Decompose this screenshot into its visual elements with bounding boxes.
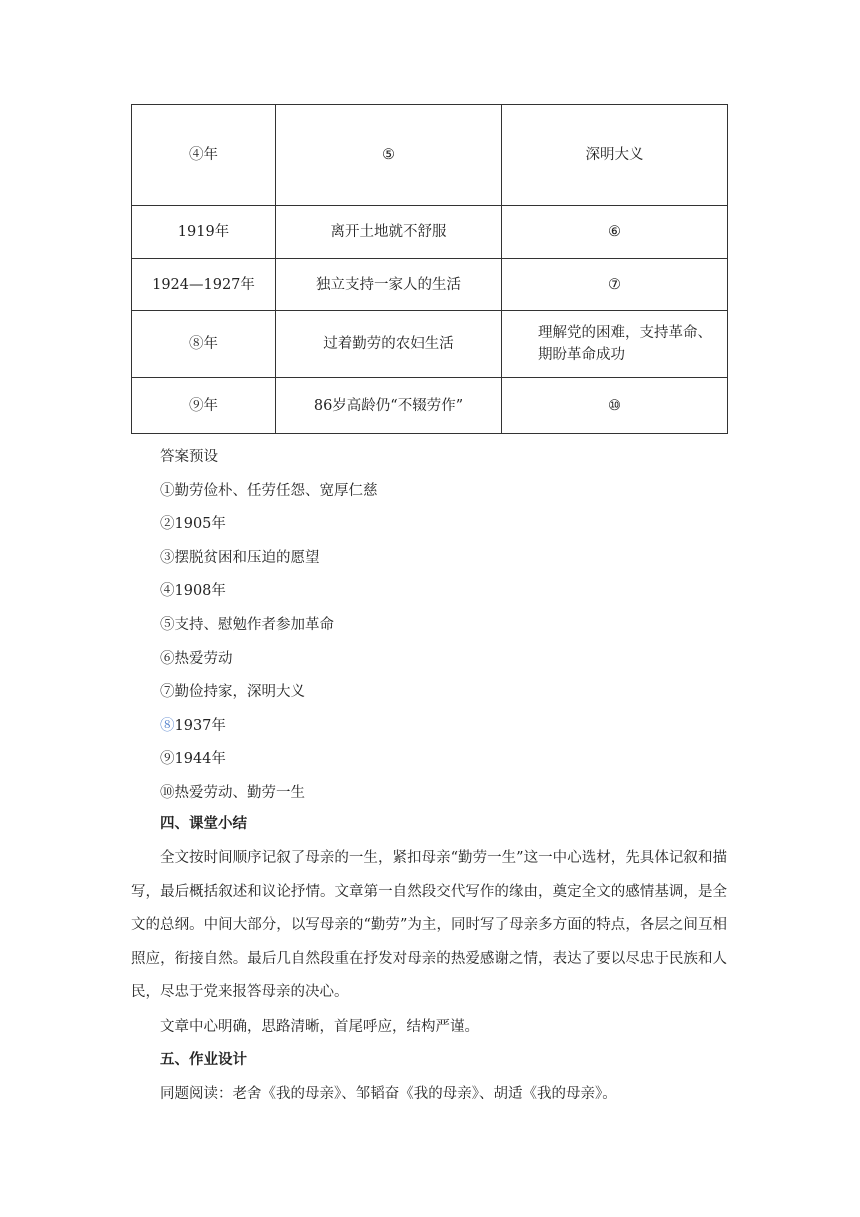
list-item [160,542,378,576]
answer-text: 摆脱贫困和压迫的愿望 [174,549,320,566]
table-row [132,378,728,434]
answer-text: 1944年 [174,751,226,768]
answer-text: 1908年 [174,583,226,600]
year-cell: ⑧年 [132,311,276,378]
answer-text: 1905年 [174,516,226,533]
answer-mark: ⑩ [160,784,175,801]
answer-mark: ① [160,482,175,499]
trait-cell: 理解党的困难，支持革命、期盼革命成功 [502,311,728,378]
section-heading-summary: 四、课堂小结 [160,816,247,832]
answer-mark-highlighted: ⑧ [160,717,175,734]
mother-life-table [131,104,728,434]
answer-mark: ④ [160,583,175,600]
answer-mark: ③ [160,549,175,566]
trait-cell: ⑥ [502,206,728,259]
list-item [160,643,378,677]
list-item [160,710,378,744]
answer-mark: ⑨ [160,751,175,768]
answer-mark: ⑦ [160,684,175,701]
table-row [132,105,728,206]
event-cell: 离开土地就不舒服 [276,206,502,259]
answer-text: 1937年 [174,717,226,734]
answer-text: 热爱劳动 [174,650,233,667]
answer-list [160,441,378,811]
section-heading-homework: 五、作业设计 [160,1052,247,1068]
table-row [132,259,728,311]
answer-mark: ⑤ [160,616,175,633]
answer-mark: ② [160,516,175,533]
answer-title: 答案预设 [160,449,218,465]
table-row [132,206,728,259]
answer-mark: ⑥ [160,650,175,667]
summary-paragraph: 全文按时间顺序记叙了母亲的一生，紧扣母亲“勤劳一生”这一中心选材，先具体记叙和描写，最后概括叙述和议论抒情。文章第一自然段交代写作的缘由，奠定全文的感情基调，是全文的总纲。中间大部分，以写母亲的“勤劳”为主，同时写了母亲多方面的特点，各层之间互相照应，衔接自然。最后几自然段重在抒发对母亲的热爱感谢之情，表达了要以尽忠于民族和人民，尽忠于党来报答母亲的决心。 [131,850,727,1000]
list-item [160,743,378,777]
event-cell: ⑤ [276,105,502,206]
answer-text: 支持、慰勉作者参加革命 [174,616,334,633]
list-item [160,777,378,811]
list-item [160,575,378,609]
year-cell: 1924—1927年 [132,259,276,311]
answer-text: 勤俭持家，深明大义 [174,684,305,701]
trait-cell: 深明大义 [502,105,728,206]
list-item [160,475,378,509]
homework-text: 同题阅读：老舍《我的母亲》、邹韬奋《我的母亲》、胡适《我的母亲》。 [160,1086,617,1102]
summary-conclusion: 文章中心明确，思路清晰，首尾呼应，结构严谨。 [160,1019,479,1035]
trait-cell: ⑦ [502,259,728,311]
event-cell: 独立支持一家人的生活 [276,259,502,311]
event-cell: 过着勤劳的农妇生活 [276,311,502,378]
answer-text: 勤劳俭朴、任劳任怨、宽厚仁慈 [174,482,378,499]
year-cell: ⑨年 [132,378,276,434]
year-cell: 1919年 [132,206,276,259]
list-item [160,676,378,710]
answer-text: 热爱劳动、勤劳一生 [174,784,305,801]
list-item [160,609,378,643]
trait-cell: ⑩ [502,378,728,434]
list-item [160,508,378,542]
event-cell: 86岁高龄仍“不辍劳作” [276,378,502,434]
table-row [132,311,728,378]
year-cell: ④年 [132,105,276,206]
